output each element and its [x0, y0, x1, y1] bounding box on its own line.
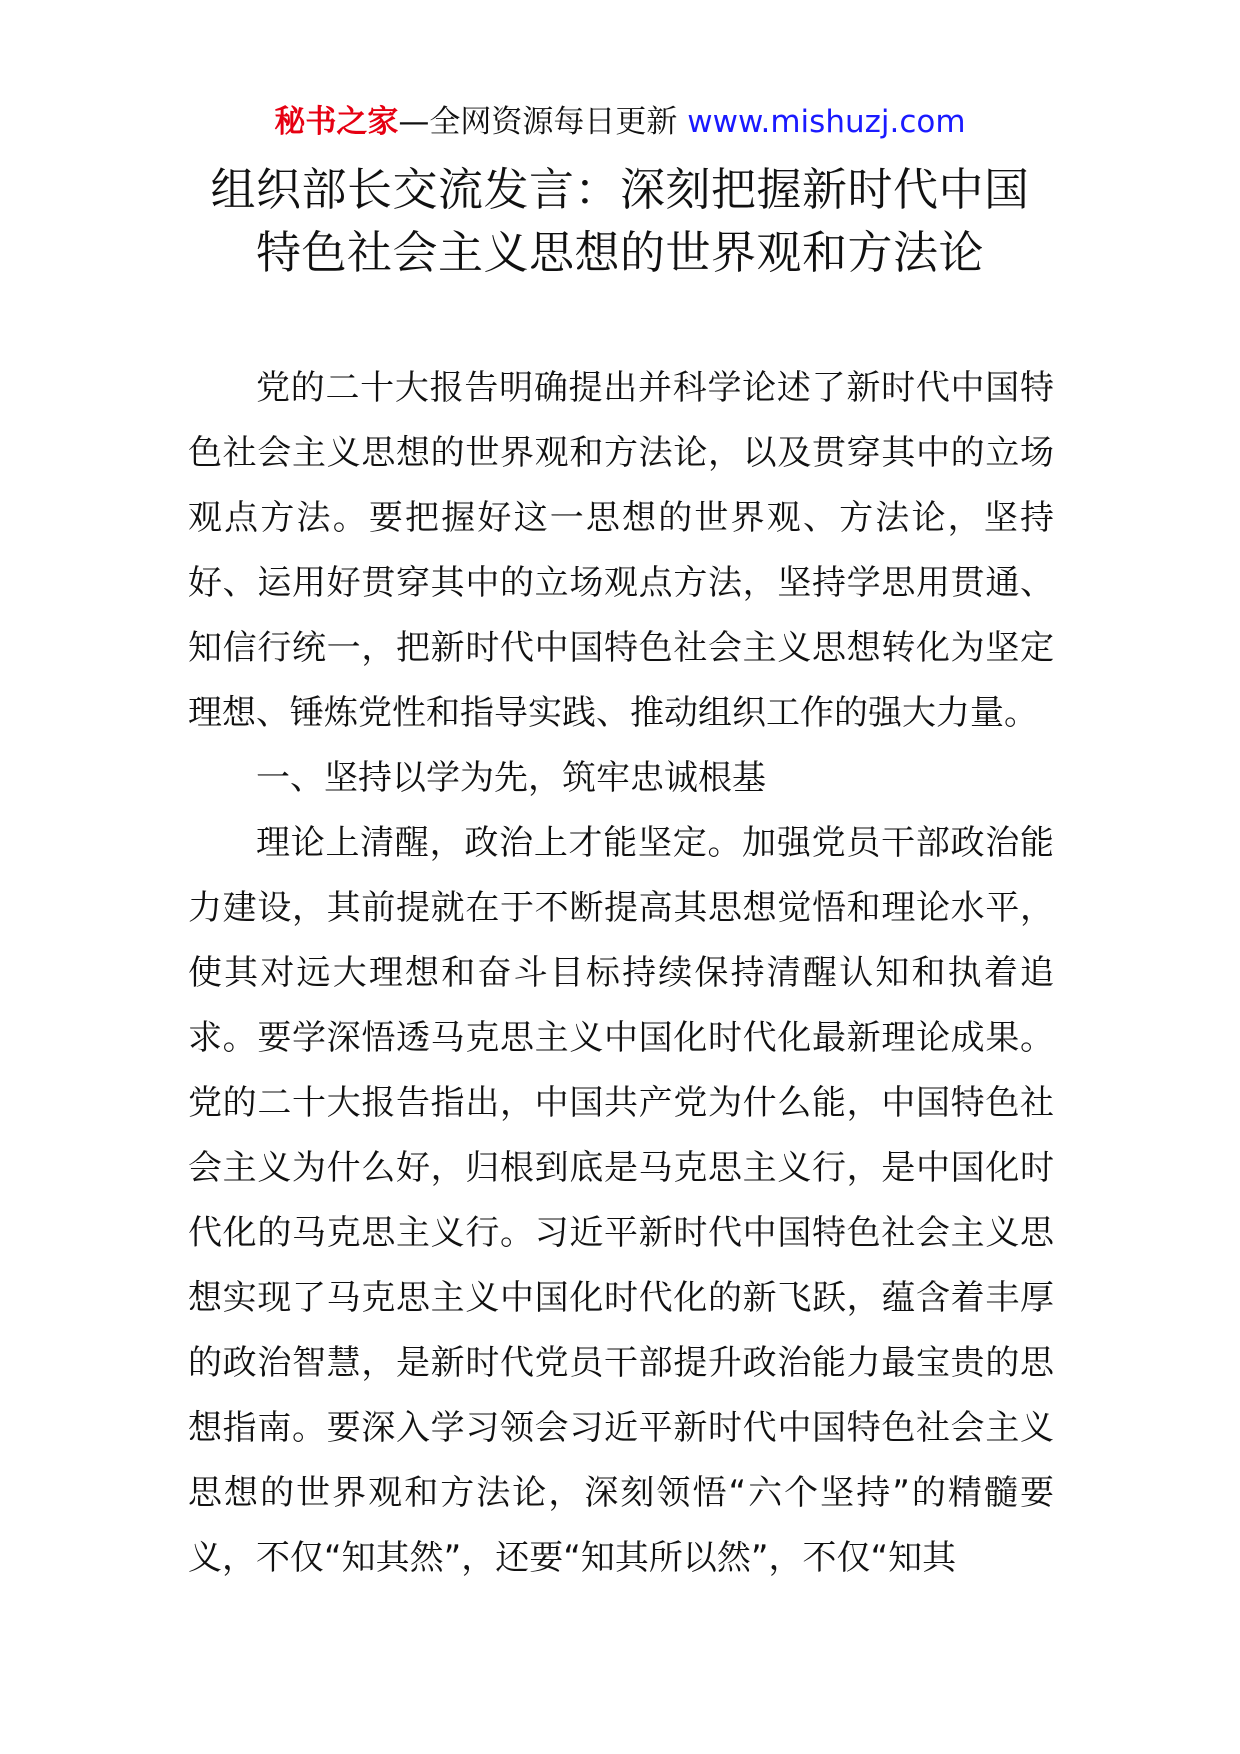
- title-line-1: 组织部长交流发言：深刻把握新时代中国: [210, 163, 1030, 216]
- site-url: www.mishuzj.com: [687, 104, 966, 140]
- title-line-2: 特色社会主义思想的世界观和方法论: [255, 226, 984, 279]
- document-body: [188, 356, 1054, 1591]
- body-paragraph-section-1: 理论上清醒，政治上才能坚定。加强党员干部政治能力建设，其前提就在于不断提高其思想觉悟和理论水平，使其对远大理想和奋斗目标持续保持清醒认知和执着追求。要学深悟透马克思主义中国化时代化最新理论成果。党的二十大报告指出，中国共产党为什么能，中国特色社会主义为什么好，归根到底是马克思主义行，是中国化时代化的马克思主义行。习近平新时代中国特色社会主义思想实现了马克思主义中国化时代化的新飞跃，蕴含着丰厚的政治智慧，是新时代党员干部提升政治能力最宝贵的思想指南。要深入学习领会习近平新时代中国特色社会主义思想的世界观和方法论，深刻领悟“六个坚持”的精髓要义，不仅“知其然”，还要“知其所以然”，不仅“知其: [188, 823, 1054, 1578]
- brand-name: 秘书之家: [274, 104, 399, 140]
- site-header: [0, 100, 1240, 144]
- section-heading-1: 一、坚持以学为先，筑牢忠诚根基: [256, 758, 766, 798]
- body-paragraph-intro: 党的二十大报告明确提出并科学论述了新时代中国特色社会主义思想的世界观和方法论，以及贯穿其中的立场观点方法。要把握好这一思想的世界观、方法论，坚持好、运用好贯穿其中的立场观点方法，坚持学思用贯通、知信行统一，把新时代中国特色社会主义思想转化为坚定理想、锤炼党性和指导实践、推动组织工作的强大力量。: [188, 368, 1054, 733]
- document-title: [150, 158, 1090, 284]
- header-slogan: —全网资源每日更新: [398, 104, 688, 140]
